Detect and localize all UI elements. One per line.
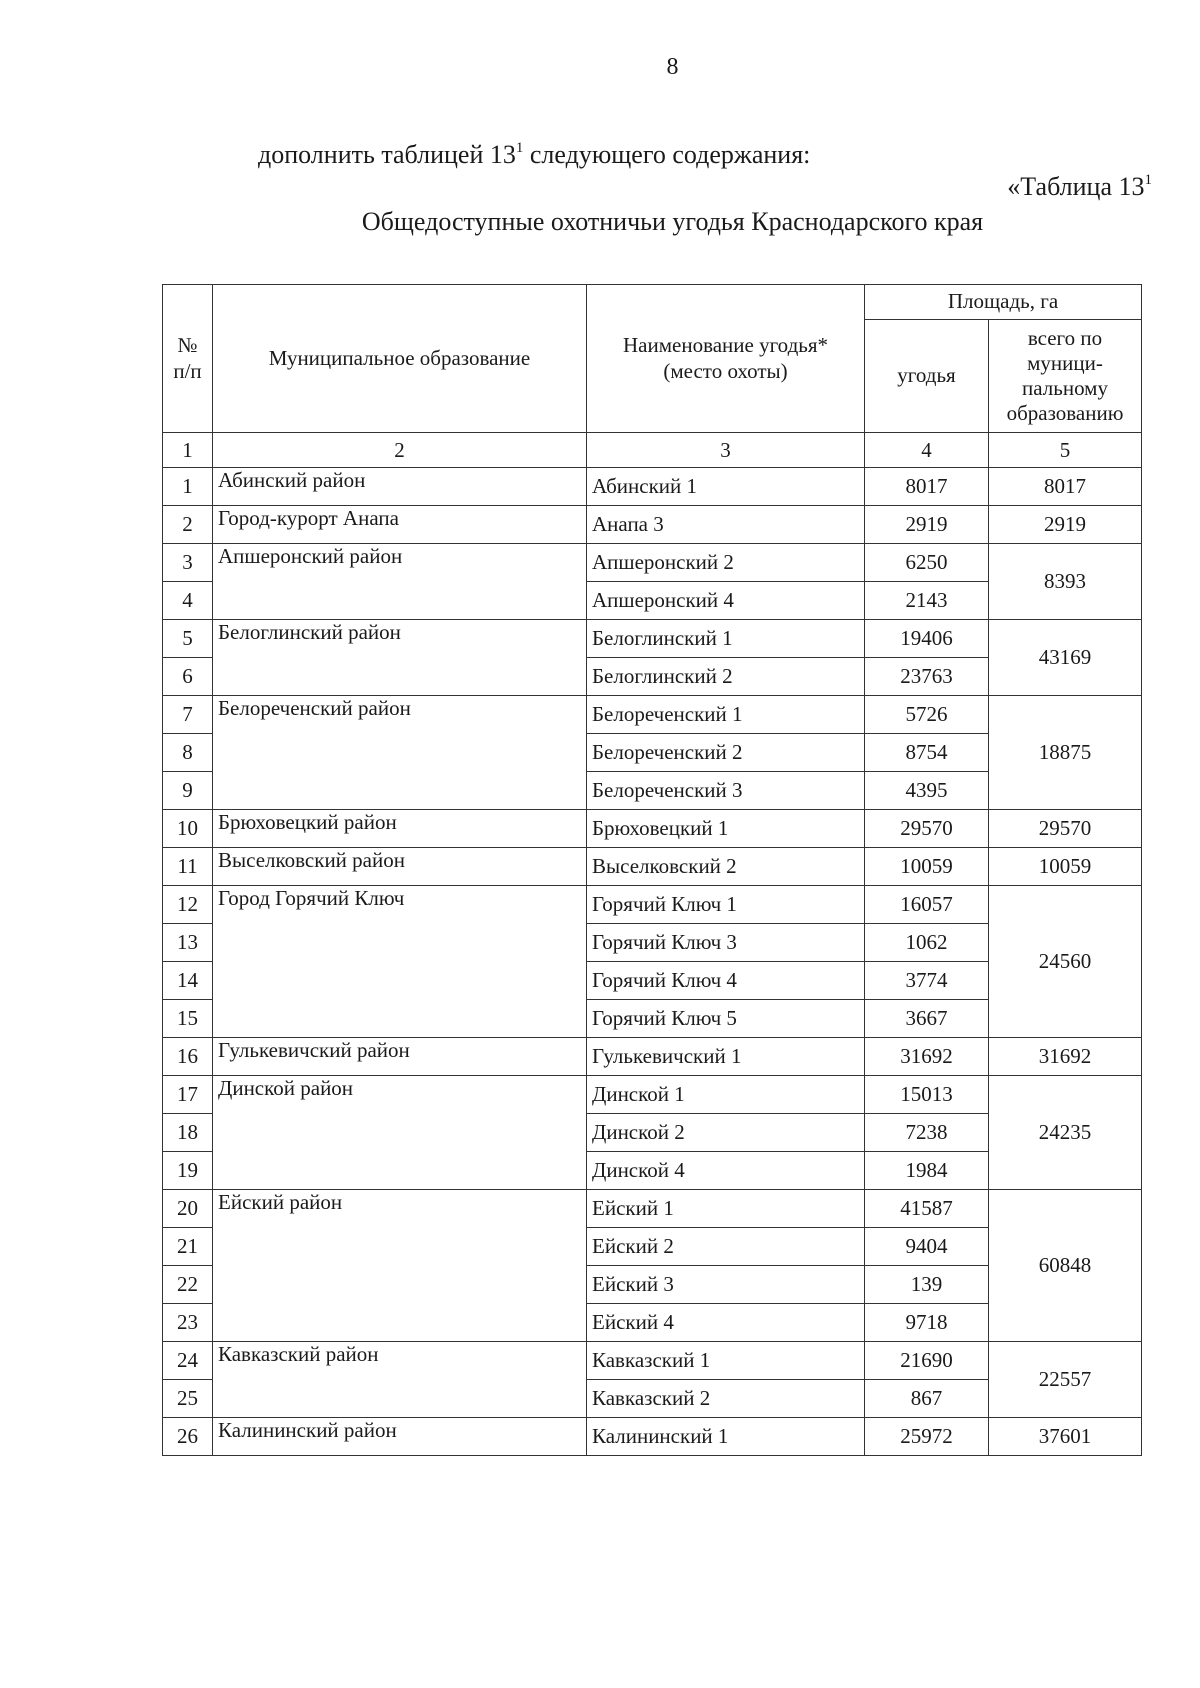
land-name-cell: Ейский 3 [587,1266,865,1304]
municipality-total-cell: 24560 [989,886,1142,1038]
row-number-cell: 1 [163,468,213,506]
municipality-cell: Белоглинский район [213,620,587,696]
municipality-cell: Брюховецкий район [213,810,587,848]
document-title: Общедоступные охотничьи угодья Краснодарского края [361,207,984,236]
municipality-total-cell: 24235 [989,1076,1142,1190]
land-name-cell: Апшеронский 2 [587,544,865,582]
table-row [163,620,1142,658]
row-number-cell: 7 [163,696,213,734]
land-area-cell: 139 [865,1266,989,1304]
row-number-cell: 25 [163,1380,213,1418]
land-area-cell: 31692 [865,1038,989,1076]
land-area-cell: 41587 [865,1190,989,1228]
table-row [163,1038,1142,1076]
row-number-cell: 5 [163,620,213,658]
intro-text-rest: следующего содержания: [523,140,811,169]
row-number-cell: 15 [163,1000,213,1038]
land-area-cell: 3667 [865,1000,989,1038]
table-row [163,696,1142,734]
row-number-cell: 19 [163,1152,213,1190]
table-row [163,468,1142,506]
land-area-cell: 19406 [865,620,989,658]
header-index-cell: 1 [163,433,213,468]
intro-superscript: 1 [515,140,524,156]
header-area: угодья [865,320,989,433]
table-row [163,886,1142,924]
land-area-cell: 8754 [865,734,989,772]
table-reference [1007,172,1152,202]
row-number-cell: 6 [163,658,213,696]
row-number-cell: 13 [163,924,213,962]
row-number-cell: 9 [163,772,213,810]
land-name-cell: Динской 1 [587,1076,865,1114]
municipality-total-cell: 29570 [989,810,1142,848]
row-number-cell: 18 [163,1114,213,1152]
municipality-total-cell: 43169 [989,620,1142,696]
land-name-cell: Абинский 1 [587,468,865,506]
row-number-cell: 24 [163,1342,213,1380]
land-area-cell: 23763 [865,658,989,696]
table-row [163,810,1142,848]
row-number-cell: 16 [163,1038,213,1076]
land-area-cell: 15013 [865,1076,989,1114]
table-row [163,1418,1142,1456]
row-number-cell: 2 [163,506,213,544]
header-index-cell: 2 [213,433,587,468]
land-area-cell: 9718 [865,1304,989,1342]
municipality-total-cell: 22557 [989,1342,1142,1418]
land-name-cell: Гулькевичский 1 [587,1038,865,1076]
municipality-total-cell: 10059 [989,848,1142,886]
land-area-cell: 9404 [865,1228,989,1266]
table-body [163,468,1142,1456]
header-municipality: Муниципальное образование [213,285,587,433]
municipality-cell: Динской район [213,1076,587,1190]
land-name-cell: Ейский 2 [587,1228,865,1266]
land-area-cell: 16057 [865,886,989,924]
header-total: всего по муниципальному образованию [989,320,1142,433]
header-index-cell: 3 [587,433,865,468]
intro-text-main: дополнить таблицей 13 [258,140,516,169]
row-number-cell: 17 [163,1076,213,1114]
table-row [163,1342,1142,1380]
page-number: 8 [666,54,679,80]
intro-text [258,140,810,170]
municipality-cell: Город-курорт Анапа [213,506,587,544]
land-area-cell: 2919 [865,506,989,544]
land-name-cell: Кавказский 1 [587,1342,865,1380]
land-name-cell: Кавказский 2 [587,1380,865,1418]
row-number-cell: 10 [163,810,213,848]
municipality-cell: Ейский район [213,1190,587,1342]
row-number-cell: 22 [163,1266,213,1304]
header-index-cell: 4 [865,433,989,468]
table-row [163,506,1142,544]
land-area-cell: 4395 [865,772,989,810]
table-reference-text: «Таблица 13 [1007,172,1145,201]
header-index-cell: 5 [989,433,1142,468]
row-number-cell: 12 [163,886,213,924]
land-area-cell: 5726 [865,696,989,734]
municipality-cell: Калининский район [213,1418,587,1456]
land-area-cell: 1062 [865,924,989,962]
row-number-cell: 3 [163,544,213,582]
row-number-cell: 26 [163,1418,213,1456]
municipality-total-cell: 18875 [989,696,1142,810]
table-reference-superscript: 1 [1144,172,1152,188]
land-area-cell: 29570 [865,810,989,848]
municipality-total-cell: 8393 [989,544,1142,620]
land-name-cell: Белореченский 3 [587,772,865,810]
land-area-cell: 7238 [865,1114,989,1152]
header-land-name: Наименование угодья* (место охоты) [587,285,865,433]
land-name-cell: Белореченский 2 [587,734,865,772]
land-area-cell: 2143 [865,582,989,620]
land-area-cell: 25972 [865,1418,989,1456]
land-area-cell: 21690 [865,1342,989,1380]
row-number-cell: 20 [163,1190,213,1228]
land-area-cell: 3774 [865,962,989,1000]
municipality-cell: Город Горячий Ключ [213,886,587,1038]
row-number-cell: 8 [163,734,213,772]
municipality-total-cell: 60848 [989,1190,1142,1342]
land-area-cell: 867 [865,1380,989,1418]
land-name-cell: Ейский 1 [587,1190,865,1228]
land-name-cell: Брюховецкий 1 [587,810,865,848]
row-number-cell: 14 [163,962,213,1000]
table-row [163,1076,1142,1114]
land-area-cell: 1984 [865,1152,989,1190]
land-name-cell: Ейский 4 [587,1304,865,1342]
municipality-cell: Кавказский район [213,1342,587,1418]
land-area-cell: 8017 [865,468,989,506]
table-row [163,848,1142,886]
land-name-cell: Белореченский 1 [587,696,865,734]
municipality-total-cell: 37601 [989,1418,1142,1456]
municipality-cell: Белореченский район [213,696,587,810]
municipality-total-cell: 2919 [989,506,1142,544]
municipality-total-cell: 31692 [989,1038,1142,1076]
land-name-cell: Горячий Ключ 3 [587,924,865,962]
land-name-cell: Белоглинский 1 [587,620,865,658]
land-name-cell: Горячий Ключ 1 [587,886,865,924]
land-name-cell: Горячий Ключ 4 [587,962,865,1000]
land-name-cell: Динской 4 [587,1152,865,1190]
land-area-cell: 6250 [865,544,989,582]
municipality-cell: Гулькевичский район [213,1038,587,1076]
row-number-cell: 11 [163,848,213,886]
land-name-cell: Динской 2 [587,1114,865,1152]
land-name-cell: Анапа 3 [587,506,865,544]
municipality-total-cell: 8017 [989,468,1142,506]
hunting-lands-table [162,284,1142,1456]
table-row [163,544,1142,582]
municipality-cell: Выселковский район [213,848,587,886]
land-name-cell: Апшеронский 4 [587,582,865,620]
land-area-cell: 10059 [865,848,989,886]
municipality-cell: Абинский район [213,468,587,506]
table-row [163,1190,1142,1228]
row-number-cell: 21 [163,1228,213,1266]
land-name-cell: Горячий Ключ 5 [587,1000,865,1038]
row-number-cell: 23 [163,1304,213,1342]
municipality-cell: Апшеронский район [213,544,587,620]
header-area-group: Площадь, га [865,285,1142,320]
header-number: № п/п [163,285,213,433]
land-name-cell: Белоглинский 2 [587,658,865,696]
land-name-cell: Выселковский 2 [587,848,865,886]
row-number-cell: 4 [163,582,213,620]
land-name-cell: Калининский 1 [587,1418,865,1456]
